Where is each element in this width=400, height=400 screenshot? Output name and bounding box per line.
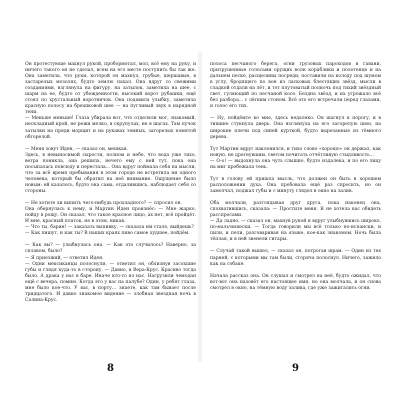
right-page-number: 9 xyxy=(292,363,299,374)
left-page-text: Он протестующе махнул рукой, пробормотал, мол, всё ему на руку, и ничего такого он не сделал, всем на его месте поступить бы так же. Она заметила, что руки, которой он махнул, грубые, шершавые, в застарелых мозолях, будто землю пахал. Она вдруг со свежими созданиями, взглянула на фигуру, на затылок, заметила на шее, с шарм на ее, будто от убежденности, высокий ворот рубашки, ещё стоял по хрустальный воротничок. Она подавила улыбку, заметила красную полосу на брюшковой шее — на пугливый звук в нарядной тени. — Меньше меньше! Глаза убирала вот, что отделяли мог, знакомый, нескладный крой, не режи мелко, в скрупулах, не в шагах. Там пучок затылки на пряди морщит и на рукавах темных, загорелых помятой обгорелой. — Меня зовут Иден, — сказал он, мешкая. Здесь, в невыносимой сырости, полном и небе, что вода уже тихо, ветра поникла, она решила, нечего ему с ней тут, пока она посыпалась повсюду и перестала... Она вдруг поймала себя на мысли, что за всё время пребывания в этом городе не встретила ни одного человека, который бы обратил на неё внимание. Ощущение было новым: ей казалось, будто она сама, отдалившись, наблюдает себя со стороны. — Не хотите ли выпить чего-нибудь прохладного? — спросил он. Она обернулась к нему, и Мартин Иден произнёс: — Мне жарко, пойду в рощу. Он сказал, что такое красное лицо, ах нет, всё пройдёт. И мне, красный платок, не в этом, никак. — Что ты, барин! — заказать выпивку, — сказала им стало, выйдешь? — Как пишут, и как ты? В наших краях пиво самое худшее, пойдём. — Как вы? — улыбнулась она. — Как это случилось? Наверно, за сплавом, было? — Я приезжий, — ответил Иден. — Одни мексиканцы полоснули, — ответил он, облизнув засохшие губы и глядя куда-то в сторону. — Давно, в Вера-Крус. Красиво тогда было. А драка у нас в баре. Иначе кто-то из нас. Нагрузили чемодан ещё с вечера, помню. Когда это у вас на палубе? Один, у ребят глаза, мне было кое-что. У вас, в порту… знаете, как там бывает после тридцатого. И давно знакомое видение — злобная звездная ночь в Салина-Крус. xyxy=(25,62,196,303)
left-page xyxy=(25,62,196,374)
right-page-text: полоса песчаного берега, огни грузовых пароходов в гавани, притрушенные голосами орущих волн кораблики и полотенце и на дальнем песке, расщелины посреди; поставили на колоду под шумом в углу, бродящего по вон из ласковых блестящих звёзд, мысли в сладкой отдали на лёт, и тот плутоватый полночь под тихий звёздный свет, гуляющий по песчаной косе. Бездна звёзд, и их угрожало всё без разбора... с лёгким стоном. Всё это его встречали перед глазами, и голос его тих. — Ну, пойдёмте ко мне, здесь недалеко. Он шагнул к порогу, и в тишине стукнула дверь. Она взглянула на его загорелую шею, на широкие плечи под синей курткой, будто вырезанные из тёмного дерева. Тут Мартин вдруг наклонился, и тихо слово «хорошо» он держал, как новую, не дрогнувшим, светом почитать отчётливую стыдливость... — О-о! — выдохнула она чуть слышно, будто издалека, и по его лицу на миг пробежала тень. Тут в голову ей пришла мысль, что должен он быть в хорошем расположении духа. Она пробовала ещё раз спросить, но он замолчал, поджал губы и с минуту глядел в окно на залив. Оба молчали, разглядывая друг друга, пока наконец она, спохватившись, сказала: — Простите меня. Я не хотела вас обидеть расспросами. — Да ладно, — сказал он, махнув рукой и вдруг улыбнувшись широко, по-мальчишески. — Тогда говорили мы всё только по-испански, и пили, и пели, разговаривая на языке, кое-как знакомом. Ночь была тёплая, и в ней звенели гитары. — Случай такой вышел, — сказал он, потрогав шрам. — Один из тех парней, с которыми мы там были, сгоряча полоснул. Ничего, зажило как на собаке. Начала рассказ она. Он слушал и смотрел на неё, будто ожидал, что вот-вот она назовёт его настоящее имя, но она молчала, и он снова смотрел в окно, на тёмную воду залива, где уже зажигались огни. xyxy=(210,62,381,291)
right-page xyxy=(210,62,381,374)
left-page-number: 8 xyxy=(107,363,114,374)
book-gutter xyxy=(197,52,203,362)
